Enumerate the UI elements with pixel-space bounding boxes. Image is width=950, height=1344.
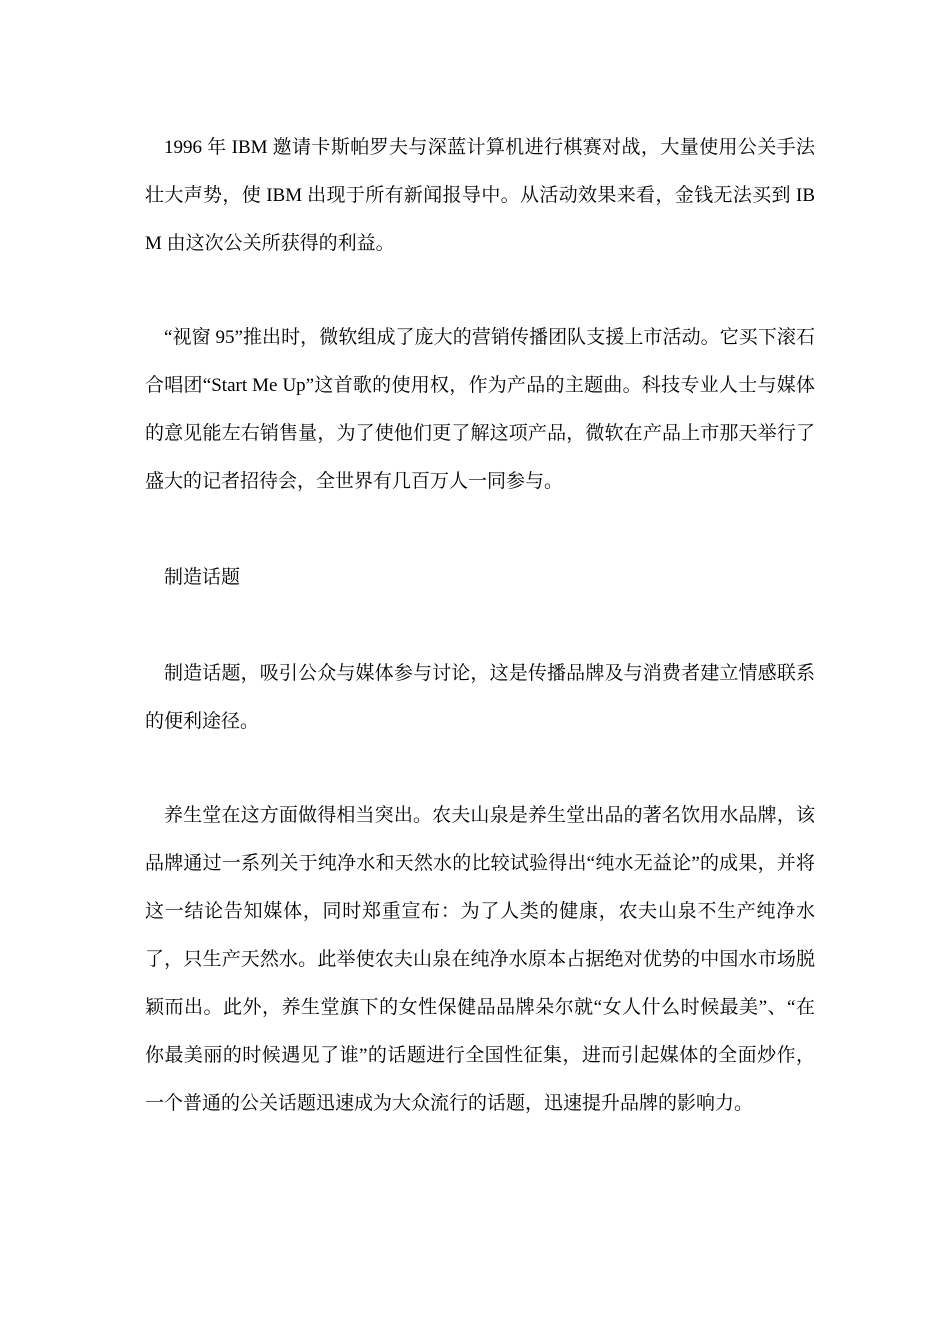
paragraph-windows-95: “视窗 95”推出时，微软组成了庞大的营销传播团队支援上市活动。它买下滚石合唱团“Start Me Up”这首歌的使用权，作为产品的主题曲。科技专业人士与媒体的意见能左右销售量，为了使他们更了解这项产品，微软在产品上市那天举行了盛大的记者招待会，全世界有几百万人一同参与。	[145, 327, 815, 492]
section-heading-topic-making: 制造话题	[164, 567, 241, 588]
paragraph-ibm-deep-blue: 1996 年 IBM 邀请卡斯帕罗夫与深蓝计算机进行棋赛对战，大量使用公关手法壮大声势，使 IBM 出现于所有新闻报导中。从活动效果来看，金钱无法买到 IBM 由这次公关所获得的利益。	[145, 137, 815, 254]
paragraph-topic-making-intro: 制造话题，吸引公众与媒体参与讨论，这是传播品牌及与消费者建立情感联系的便利途径。	[145, 663, 815, 732]
paragraph-yangshengtang: 养生堂在这方面做得相当突出。农夫山泉是养生堂出品的著名饮用水品牌，该品牌通过一系列关于纯净水和天然水的比较试验得出“纯水无益论”的成果，并将这一结论告知媒体，同时郑重宣布：为了人类的健康，农夫山泉不生产纯净水了，只生产天然水。此举使农夫山泉在纯净水原本占据绝对优势的中国水市场脱颖而出。此外，养生堂旗下的女性保健品品牌朵尔就“女人什么时候最美”、“在你最美丽的时候遇见了谁”的话题进行全国性征集，进而引起媒体的全面炒作， 一个普通的公关话题迅速成为大众流行的话题，迅速提升品牌的影响力。	[145, 805, 815, 1114]
